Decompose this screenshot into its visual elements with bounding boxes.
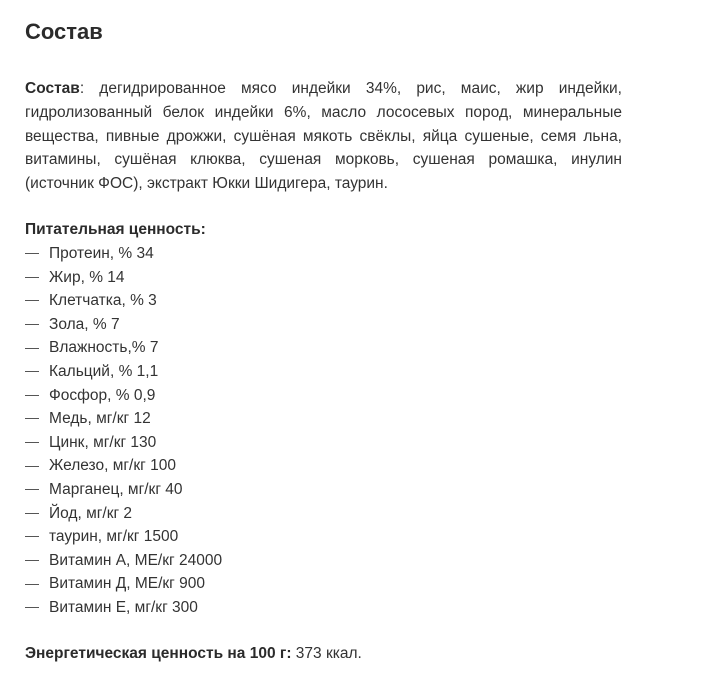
dash-icon [25,348,39,349]
dash-icon [25,584,39,585]
composition-text: дегидрированное мясо индейки 34%, рис, маис, жир индейки, гидролизованный белок индейки 6%, масло лососевых пород, минеральные вещества, пивные дрожжи, сушёная мякоть свёклы, яйца сушеные, семя льна, витамины, сушёная клюква, сушеная морковь, сушеная ромашка, инулин (источник ФОС), экстракт Юкки Шидигера, таурин. [25,80,622,193]
composition-separator: : [79,80,85,97]
nutrient-text: Йод, мг/кг 2 [49,504,133,522]
composition-paragraph [25,77,622,196]
nutrient-item [25,572,222,596]
nutrient-text: Цинк, мг/кг 130 [49,433,157,451]
dash-icon [25,418,39,419]
nutrient-text: Витамин Е, мг/кг 300 [49,598,198,616]
nutrient-text: Протеин, % 34 [49,245,154,262]
nutrient-text: Фосфор, % 0,9 [49,386,156,404]
nutrient-item [25,525,222,549]
dash-icon [25,607,39,608]
nutrient-item [25,289,222,313]
nutrient-item [25,478,222,502]
nutrient-item [25,454,222,478]
nutrient-text: Витамин А, МЕ/кг 24000 [49,551,223,569]
dash-icon [25,536,39,537]
dash-icon [25,300,39,301]
nutrient-text: Зола, % 7 [49,315,120,333]
nutrient-item [25,360,222,384]
dash-icon [25,371,39,372]
energy-label: Энергетическая ценность на 100 г: [25,645,292,662]
nutrient-item [25,431,222,455]
dash-icon [25,277,39,278]
nutrient-text: Витамин Д, МЕ/кг 900 [49,575,205,593]
dash-icon [25,395,39,396]
composition-label: Состав [25,80,80,97]
nutrient-item [25,384,222,408]
dash-icon [25,466,39,467]
nutrient-text: таурин, мг/кг 1500 [49,528,179,546]
dash-icon [25,442,39,443]
dash-icon [25,253,39,254]
nutrient-item [25,502,222,526]
nutrient-item [25,549,222,573]
nutrient-item [25,596,222,620]
dash-icon [25,489,39,490]
nutrition-heading: Питательная ценность: [25,221,206,238]
nutrient-item [25,266,222,290]
nutrient-text: Кальций, % 1,1 [49,362,159,380]
nutrient-item [25,242,222,266]
dash-icon [25,560,39,561]
nutrient-text: Железо, мг/кг 100 [49,457,176,475]
nutrient-text: Медь, мг/кг 12 [49,410,151,428]
dash-icon [25,513,39,514]
nutrient-text: Клетчатка, % 3 [49,292,157,310]
nutrient-text: Жир, % 14 [49,268,125,286]
section-title: Состав [25,19,103,44]
dash-icon [25,324,39,325]
nutrient-item [25,407,222,431]
energy-value-line [25,642,362,666]
nutrient-list [25,242,222,620]
nutrient-text: Влажность,% 7 [49,339,159,357]
energy-value: 373 ккал. [291,645,362,662]
nutrient-item [25,313,222,337]
nutrient-item [25,336,222,360]
nutrient-text: Марганец, мг/кг 40 [49,480,183,498]
